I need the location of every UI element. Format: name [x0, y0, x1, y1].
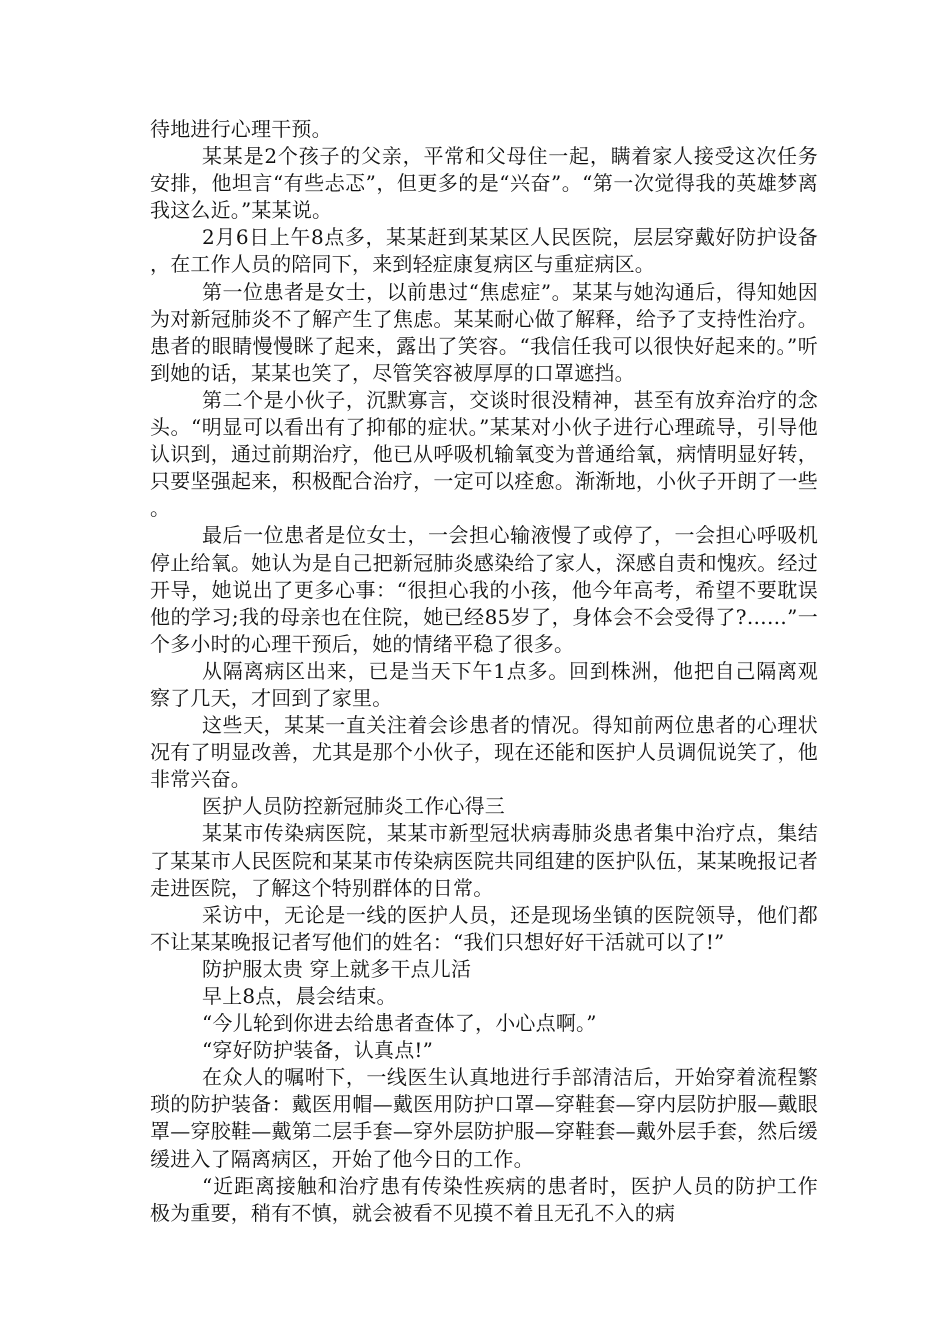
paragraph: 从隔离病区出来，已是当天下午1点多。回到株洲，他把自己隔离观察了几天，才回到了家里。	[150, 658, 818, 710]
paragraph: 第二个是小伙子，沉默寡言，交谈时很没精神，甚至有放弃治疗的念头。“明显可以看出有了抑郁的症状。”某某对小伙子进行心理疏导，引导他认识到，通过前期治疗，他已从呼吸机输氧变为普通给氧，病情明显好转，只要坚强起来，积极配合治疗，一定可以痊愈。渐渐地，小伙子开朗了一些。	[150, 387, 818, 521]
paragraph: 第一位患者是女士，以前患过“焦虑症”。某某与她沟通后，得知她因为对新冠肺炎不了解产生了焦虑。某某耐心做了解释，给予了支持性治疗。患者的眼睛慢慢眯了起来，露出了笑容。“我信任我可以很快好起来的。”听到她的话，某某也笑了，尽管笑容被厚厚的口罩遮挡。	[150, 279, 818, 385]
paragraph: 待地进行心理干预。	[150, 117, 332, 141]
section-heading: 医护人员防控新冠肺炎工作心得三	[202, 794, 505, 819]
paragraph: 某某市传染病医院，某某市新型冠状病毒肺炎患者集中治疗点，集结了某某市人民医院和某某市传染病医院共同组建的医护队伍，某某晚报记者走进医院，了解这个特别群体的日常。	[150, 821, 818, 900]
paragraph: 早上8点，晨会结束。	[202, 984, 397, 1008]
paragraph: 某某是2个孩子的父亲，平常和父母住一起，瞒着家人接受这次任务安排，他坦言“有些忐忑”，但更多的是“兴奋”。“第一次觉得我的英雄梦离我这么近。”某某说。	[150, 144, 818, 223]
paragraph: 最后一位患者是位女士，一会担心输液慢了或停了，一会担心呼吸机停止给氧。她认为是自己把新冠肺炎感染给了家人，深感自责和愧疚。经过开导，她说出了更多心事：“很担心我的小孩，他今年高考，希望不要耽误他的学习;我的母亲也在住院，她已经85岁了，身体会不会受得了?……”一个多小时的心理干预后，她的情绪平稳了很多。	[150, 523, 818, 656]
paragraph: 这些天，某某一直关注着会诊患者的情况。得知前两位患者的心理状况有了明显改善，尤其是那个小伙子，现在还能和医护人员调侃说笑了，他非常兴奋。	[150, 713, 818, 792]
paragraph: 采访中，无论是一线的医护人员，还是现场坐镇的医院领导，他们都不让某某晚报记者写他们的姓名：“我们只想好好干活就可以了!”	[150, 902, 818, 954]
paragraph: 2月6日上午8点多，某某赶到某某区人民医院，层层穿戴好防护设备，在工作人员的陪同下，来到轻症康复病区与重症病区。	[150, 225, 818, 277]
quote-line: “今儿轮到你进去给患者查体了，小心点啊。”	[202, 1011, 597, 1036]
subheading: 防护服太贵 穿上就多干点儿活	[202, 956, 472, 981]
document-body	[150, 116, 818, 1227]
paragraph: 在众人的嘱咐下，一线医生认真地进行手部清洁后，开始穿着流程繁琐的防护装备：戴医用帽—戴医用防护口罩—穿鞋套—穿内层防护服—戴眼罩—穿胶鞋—戴第二层手套—穿外层防护服—穿鞋套—戴外层手套，然后缓缓进入了隔离病区，开始了他今日的工作。	[150, 1065, 818, 1171]
quote-line: “穿好防护装备，认真点!”	[202, 1038, 434, 1063]
paragraph: “近距离接触和治疗患有传染性疾病的患者时，医护人员的防护工作极为重要，稍有不慎，就会被看不见摸不着且无孔不入的病	[150, 1173, 818, 1225]
